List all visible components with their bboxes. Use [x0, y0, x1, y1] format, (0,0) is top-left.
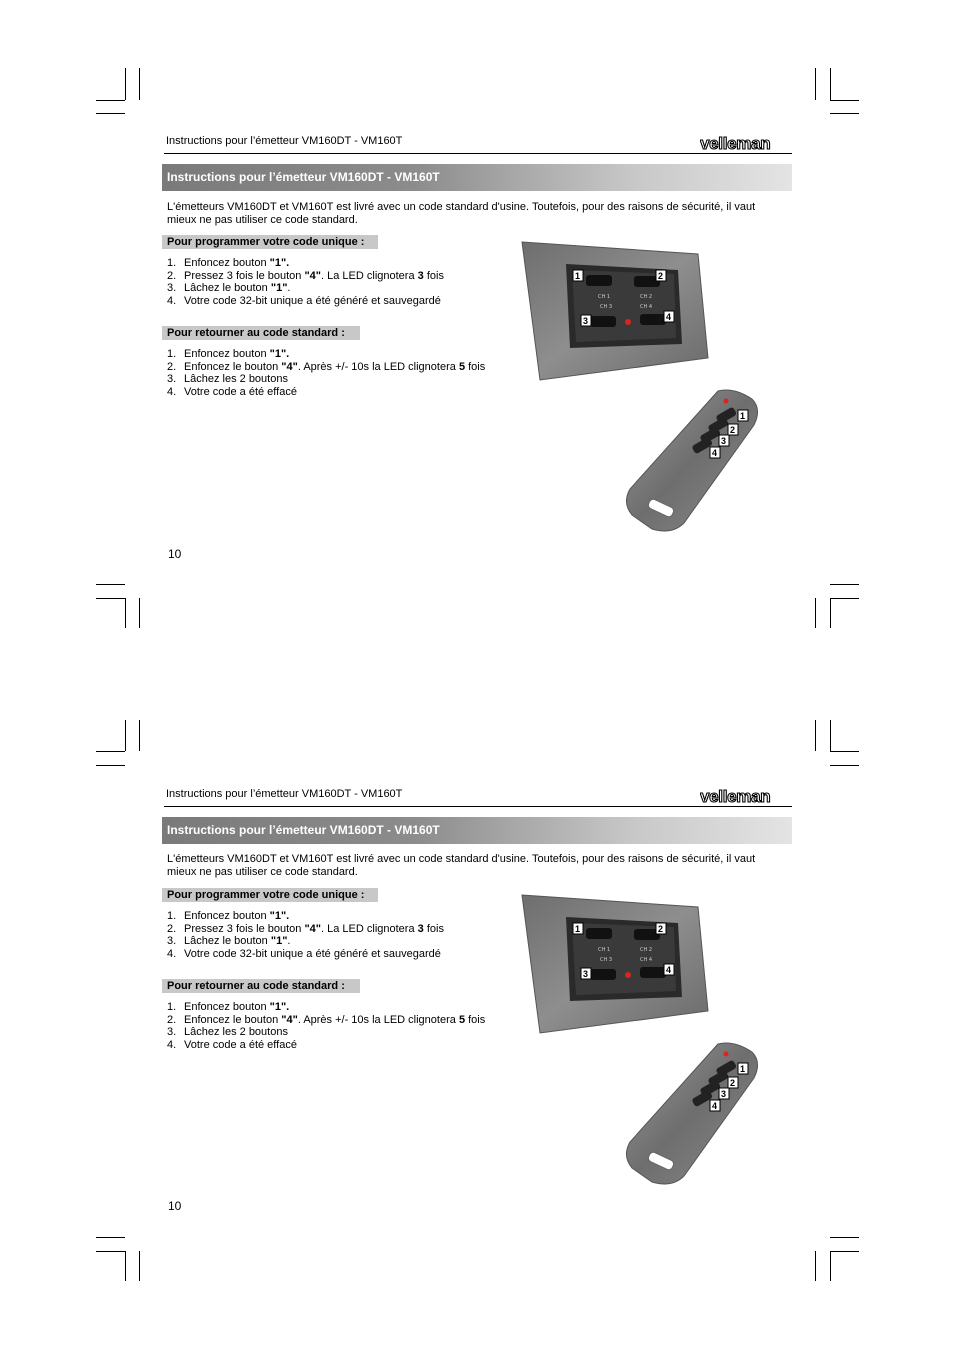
button-label: 1 [575, 924, 581, 934]
button-label: 1 [740, 411, 746, 421]
subheading-program-text: Pour programmer votre code unique : [167, 236, 365, 248]
running-header: Instructions pour l’émetteur VM160DT - VM160T [166, 788, 403, 800]
header-rule [164, 806, 792, 807]
step-item: 1. Enfoncez bouton "1". [167, 1001, 290, 1013]
step-item: 1. Enfoncez bouton "1". [167, 910, 290, 922]
button-label: 2 [658, 271, 664, 281]
channel-label: CH 4 [640, 304, 653, 310]
channel-label: CH 1 [598, 947, 611, 953]
program-steps [167, 910, 444, 960]
page-number: 10 [168, 1199, 182, 1213]
button-label: 2 [658, 924, 664, 934]
brand-wordmark: velleman [700, 134, 771, 152]
channel-label: CH 2 [640, 294, 653, 300]
button-label: 4 [666, 312, 672, 322]
section-title: Instructions pour l’émetteur VM160DT - VM160T [167, 170, 440, 184]
button-label: 3 [583, 969, 589, 979]
button-label: 2 [730, 1078, 736, 1088]
program-steps [167, 257, 444, 307]
step-item: 1. Enfoncez bouton "1". [167, 348, 290, 360]
subheading-reset-text: Pour retourner au code standard : [167, 327, 345, 339]
channel-label: CH 3 [600, 957, 613, 963]
step-item: 4. Votre code a été effacé [167, 385, 297, 398]
page-number: 10 [168, 547, 182, 561]
manual-page [0, 653, 954, 1303]
step-item: 2. Enfoncez le bouton "4". Après +/- 10s la LED clignotera 5 fois [167, 1013, 486, 1026]
section-title-bar [162, 164, 792, 191]
button-label: 1 [575, 271, 581, 281]
brand-wordmark: velleman [700, 787, 771, 805]
wall-transmitter-image [518, 893, 710, 1040]
step-item: 3. Lâchez les 2 boutons [167, 373, 288, 386]
button-label: 4 [712, 448, 718, 458]
channel-label: CH 3 [600, 304, 613, 310]
channel-label: CH 2 [640, 947, 653, 953]
step-item: 4. Votre code a été effacé [167, 1038, 297, 1051]
button-label: 3 [721, 1089, 727, 1099]
step-item: 2. Pressez 3 fois le bouton "4". La LED clignotera 3 fois [167, 269, 444, 282]
subheading-reset-text: Pour retourner au code standard : [167, 980, 345, 992]
step-item: 4. Votre code 32-bit unique a été généré et sauvegardé [167, 947, 441, 960]
button-label: 3 [721, 436, 727, 446]
section-title-bar [162, 817, 792, 844]
step-item: 4. Votre code 32-bit unique a été généré et sauvegardé [167, 294, 441, 307]
running-header: Instructions pour l’émetteur VM160DT - VM160T [166, 135, 403, 147]
intro-paragraph: L'émetteurs VM160DT et VM160T est livré avec un code standard d'usine. Toutefois, pour des raisons de sécurité, il vaut mieux ne pas utiliser ce code standard. [167, 853, 756, 878]
subheading-program [162, 888, 378, 902]
subheading-reset [162, 326, 360, 340]
subheading-reset [162, 979, 360, 993]
channel-label: CH 1 [598, 294, 611, 300]
button-label: 4 [712, 1101, 718, 1111]
step-item: 3. Lâchez les 2 boutons [167, 1026, 288, 1039]
step-item: 3. Lâchez le bouton "1". [167, 282, 291, 295]
button-label: 1 [740, 1064, 746, 1074]
button-label: 3 [583, 316, 589, 326]
manual-page [0, 0, 954, 650]
channel-label: CH 4 [640, 957, 653, 963]
button-label: 4 [666, 965, 672, 975]
step-item: 1. Enfoncez bouton "1". [167, 257, 290, 269]
intro-paragraph: L'émetteurs VM160DT et VM160T est livré avec un code standard d'usine. Toutefois, pour des raisons de sécurité, il vaut mieux ne pas utiliser ce code standard. [167, 201, 756, 226]
button-label: 2 [730, 425, 736, 435]
subheading-program-text: Pour programmer votre code unique : [167, 889, 365, 901]
key-fob-image [622, 385, 764, 538]
step-item: 2. Pressez 3 fois le bouton "4". La LED clignotera 3 fois [167, 922, 444, 935]
reset-steps [167, 1001, 485, 1051]
subheading-program [162, 235, 378, 249]
key-fob-image [622, 1038, 764, 1191]
section-title: Instructions pour l’émetteur VM160DT - VM160T [167, 823, 440, 837]
header-rule [164, 153, 792, 154]
wall-transmitter-image [518, 240, 710, 387]
step-item: 2. Enfoncez le bouton "4". Après +/- 10s la LED clignotera 5 fois [167, 360, 486, 373]
step-item: 3. Lâchez le bouton "1". [167, 935, 291, 948]
reset-steps [167, 348, 485, 398]
